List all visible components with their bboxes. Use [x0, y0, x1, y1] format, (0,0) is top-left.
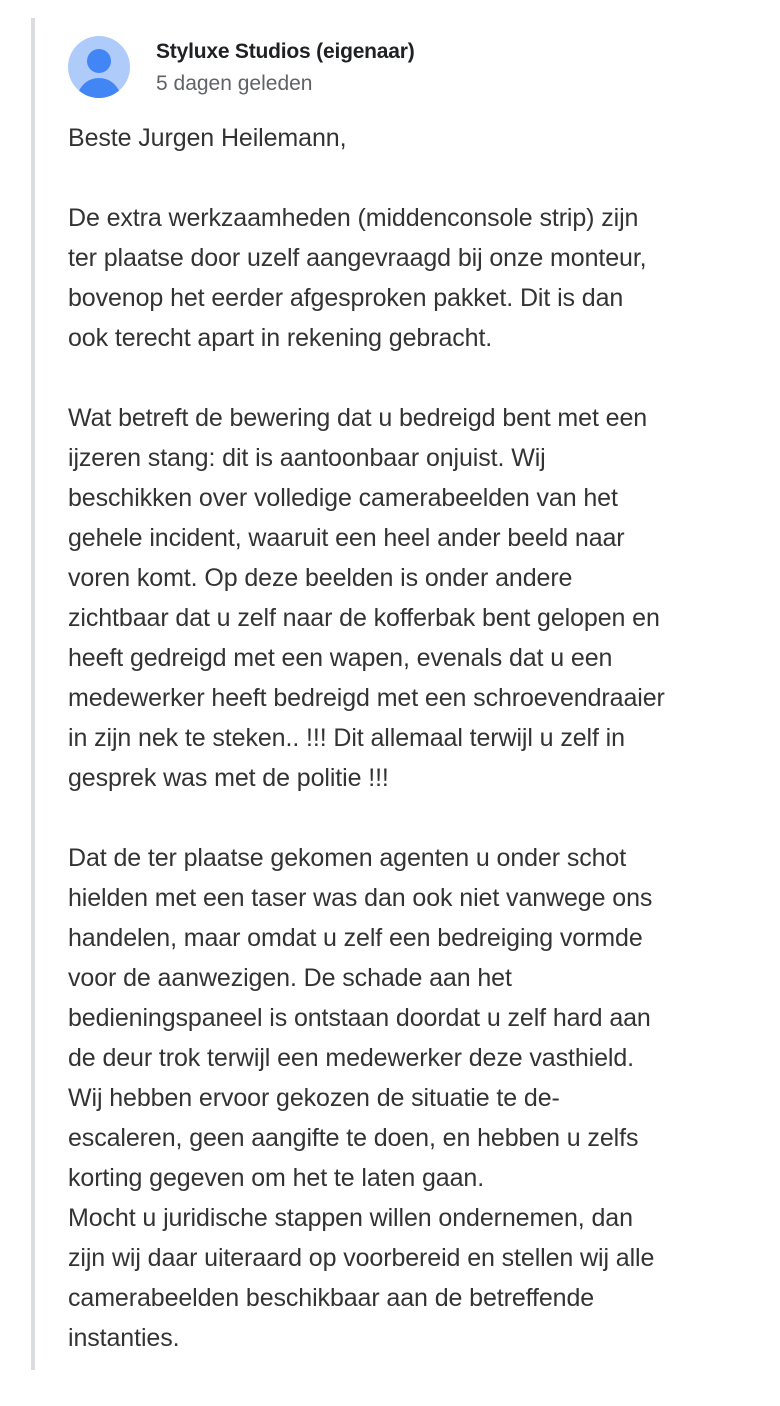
paragraph-gap [68, 158, 768, 198]
reply-text-line: zichtbaar dat u zelf naar de kofferbak bent gelopen en [68, 604, 660, 632]
reply-text-line: instanties. [68, 1324, 180, 1352]
reply-text-line: zijn wij daar uiteraard op voorbereid en stellen wij alle [68, 1244, 655, 1272]
reply-text-line: handelen, maar omdat u zelf een bedreiging vormde [68, 924, 643, 952]
reply-text-line: heeft gedreigd met een wapen, evenals dat u een [68, 644, 613, 672]
reply-text-line: ook terecht apart in rekening gebracht. [68, 324, 493, 352]
reply-text-line: De extra werkzaamheden (middenconsole strip) zijn [68, 204, 639, 232]
reply-text-line: Wat betreft de bewering dat u bedreigd bent met een [68, 404, 648, 432]
reply-meta [156, 36, 415, 98]
reply-header [68, 36, 768, 104]
reply-text-line: camerabeelden beschikbaar aan de betreffende [68, 1284, 595, 1312]
reply-text-line: Mocht u juridische stappen willen ondernemen, dan [68, 1204, 633, 1232]
reply-body-text [68, 118, 768, 1358]
reply-timestamp: 5 dagen geleden [156, 72, 313, 95]
reply-text-line: korting gegeven om het te laten gaan. [68, 1164, 485, 1192]
avatar-shoulders-shape [77, 78, 121, 98]
reply-text-line: voren komt. Op deze beelden is onder andere [68, 564, 573, 592]
reply-text-line: gehele incident, waaruit een heel ander beeld naar [68, 524, 625, 552]
paragraph-gap [68, 798, 768, 838]
reply-text-line: medewerker heeft bedreigd met een schroevendraaier [68, 684, 665, 712]
reply-text-line: in zijn nek te steken.. !!! Dit allemaal terwijl u zelf in [68, 724, 625, 752]
avatar-head-shape [87, 49, 111, 73]
reply-text-line: bovenop het eerder afgesproken pakket. Dit is dan [68, 284, 624, 312]
reply-text-line: beschikken over volledige camerabeelden van het [68, 484, 618, 512]
reply-text-line: voor de aanwezigen. De schade aan het [68, 964, 512, 992]
reply-text-line: ter plaatse door uzelf aangevraagd bij onze monteur, [68, 244, 647, 272]
reply-text-line: de deur trok terwijl een medewerker deze vasthield. [68, 1044, 635, 1072]
paragraph-gap [68, 358, 768, 398]
reply-text-line: Wij hebben ervoor gekozen de situatie te de- [68, 1084, 560, 1112]
reply-text-line: Beste Jurgen Heilemann, [68, 124, 347, 152]
owner-reply [68, 36, 768, 1358]
reply-text-line: escaleren, geen aangifte te doen, en hebben u zelfs [68, 1124, 639, 1152]
reply-text-line: Dat de ter plaatse gekomen agenten u onder schot [68, 844, 627, 872]
reply-text-line: gesprek was met de politie !!! [68, 764, 389, 792]
owner-name[interactable]: Styluxe Studios (eigenaar) [156, 40, 415, 63]
reply-thread-border [31, 18, 35, 1370]
reply-text-line: ijzeren stang: dit is aantoonbaar onjuist. Wij [68, 444, 546, 472]
reply-text-line: bedieningspaneel is ontstaan doordat u zelf hard aan [68, 1004, 651, 1032]
default-profile-icon[interactable] [68, 36, 130, 98]
reply-text-line: hielden met een taser was dan ook niet vanwege ons [68, 884, 653, 912]
